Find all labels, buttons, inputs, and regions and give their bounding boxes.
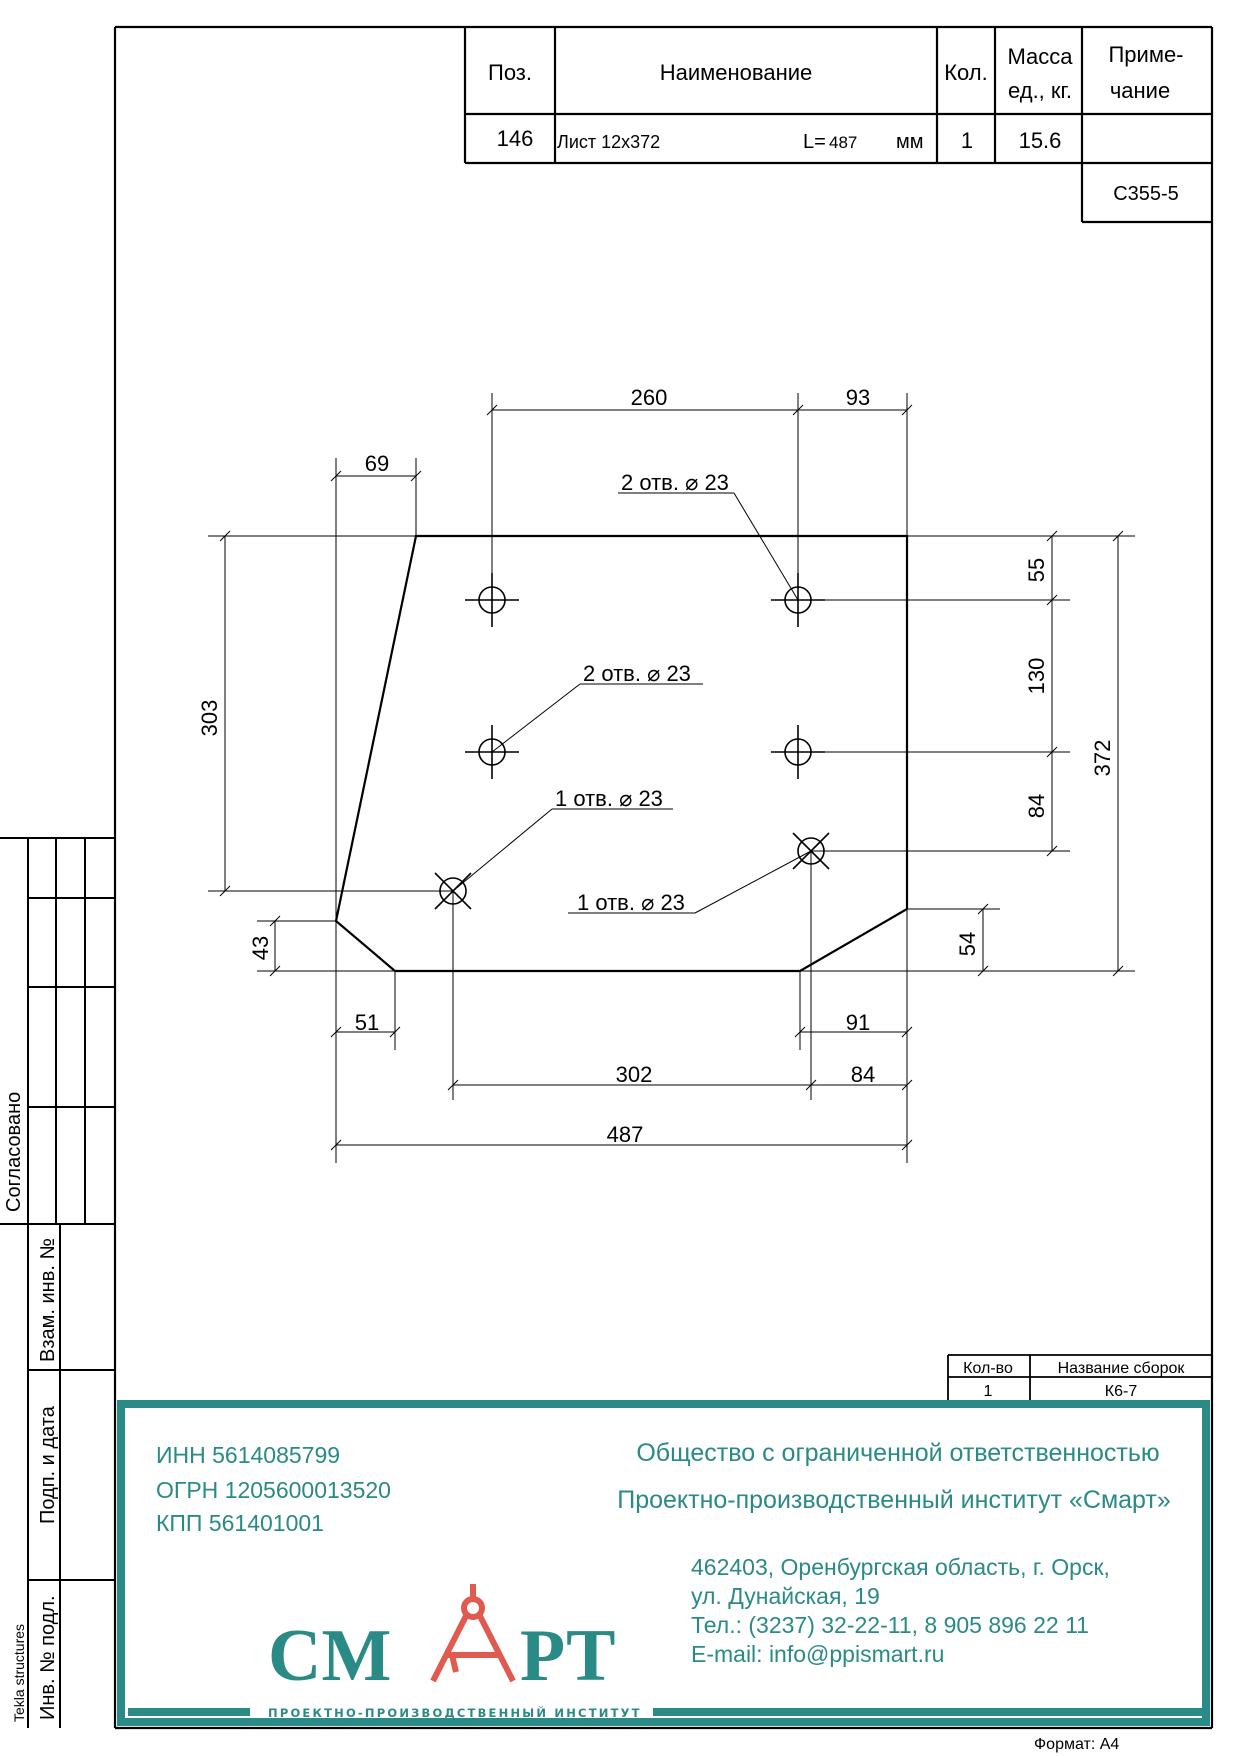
- assembly-name: К6-7: [1104, 1383, 1138, 1400]
- material-grade: C355-5: [1113, 183, 1179, 205]
- dim-69: 69: [364, 451, 390, 476]
- company-inn: ИНН 5614085799: [156, 1442, 341, 1468]
- dim-54: 54: [955, 931, 980, 957]
- logo-text-right: РТ: [520, 1615, 616, 1697]
- header-pos: Поз.: [488, 60, 532, 85]
- company-line1: Общество с ограниченной ответственностью: [636, 1439, 1160, 1467]
- callout-lower-right: 1 отв. ⌀ 23: [577, 890, 685, 915]
- callout-lower-left: 1 отв. ⌀ 23: [555, 786, 663, 811]
- company-address-1: 462403, Оренбургская область, г. Орск,: [691, 1554, 1110, 1580]
- dim-372: 372: [1090, 739, 1115, 777]
- sign-date-label: Подп. и дата: [37, 1406, 59, 1524]
- dim-302: 302: [615, 1062, 653, 1087]
- format-label: Формат: А4: [1034, 1736, 1120, 1753]
- callout-middle: 2 отв. ⌀ 23: [583, 661, 691, 686]
- dim-91: 91: [845, 1010, 871, 1035]
- company-ogrn: ОГРН 1205600013520: [156, 1477, 391, 1503]
- holes: [435, 573, 829, 909]
- row-length-value: 487: [829, 133, 858, 152]
- header-mass-2: ед., кг.: [1007, 78, 1073, 103]
- assembly-qty: 1: [983, 1383, 993, 1400]
- dim-84-bottom: 84: [850, 1062, 876, 1087]
- company-phone: Тел.: (3237) 32-22-11, 8 905 896 22 11: [691, 1612, 1089, 1638]
- inv-orig-label: Инв. № подл.: [37, 1595, 59, 1720]
- logo-text-left: СМ: [268, 1615, 392, 1697]
- software-label: Tekla structures: [11, 1623, 27, 1722]
- dim-43: 43: [248, 935, 273, 961]
- row-mass: 15.6: [1018, 128, 1062, 153]
- row-name: Лист 12x372: [557, 132, 661, 152]
- company-address-2: ул. Дунайская, 19: [691, 1583, 880, 1609]
- row-length-prefix: L=: [803, 131, 826, 153]
- assembly-name-header: Название сборок: [1057, 1360, 1185, 1377]
- spec-table: [465, 27, 1212, 222]
- dim-93: 93: [845, 385, 871, 410]
- dim-303: 303: [197, 699, 222, 737]
- header-note-1: Приме-: [1108, 42, 1184, 67]
- header-name: Наименование: [659, 60, 813, 85]
- dim-487: 487: [606, 1122, 644, 1147]
- row-qty: 1: [960, 128, 974, 153]
- row-unit: мм: [896, 131, 924, 153]
- dim-51: 51: [354, 1010, 380, 1035]
- assembly-qty-header: Кол-во: [963, 1360, 1013, 1377]
- dim-55: 55: [1024, 557, 1049, 583]
- dim-260: 260: [630, 385, 668, 410]
- dim-84-right: 84: [1024, 793, 1049, 819]
- sheet-frame: [115, 27, 1212, 1728]
- compass-icon: [433, 1584, 513, 1681]
- company-line2: Проектно-производственный институт «Смарт»: [617, 1486, 1171, 1514]
- replace-inv-label: Взам. инв. №: [37, 1238, 59, 1362]
- logo-tagline: ПРОЕКТНО-ПРОИЗВОДСТВЕННЫЙ ИНСТИТУТ: [268, 1706, 642, 1720]
- company-logo: [128, 1584, 1202, 1720]
- header-mass-1: Масса: [1007, 44, 1073, 69]
- callout-top: 2 отв. ⌀ 23: [621, 470, 729, 495]
- dim-130: 130: [1024, 657, 1049, 695]
- company-kpp: КПП 561401001: [156, 1510, 324, 1536]
- row-pos: 146: [496, 126, 534, 151]
- header-note-2: чание: [1109, 78, 1171, 103]
- agreed-label: Согласовано: [3, 1091, 25, 1212]
- company-email: E-mail: info@ppismart.ru: [691, 1641, 945, 1667]
- dimension-lines: [208, 393, 1135, 1163]
- header-qty: Кол.: [944, 60, 988, 85]
